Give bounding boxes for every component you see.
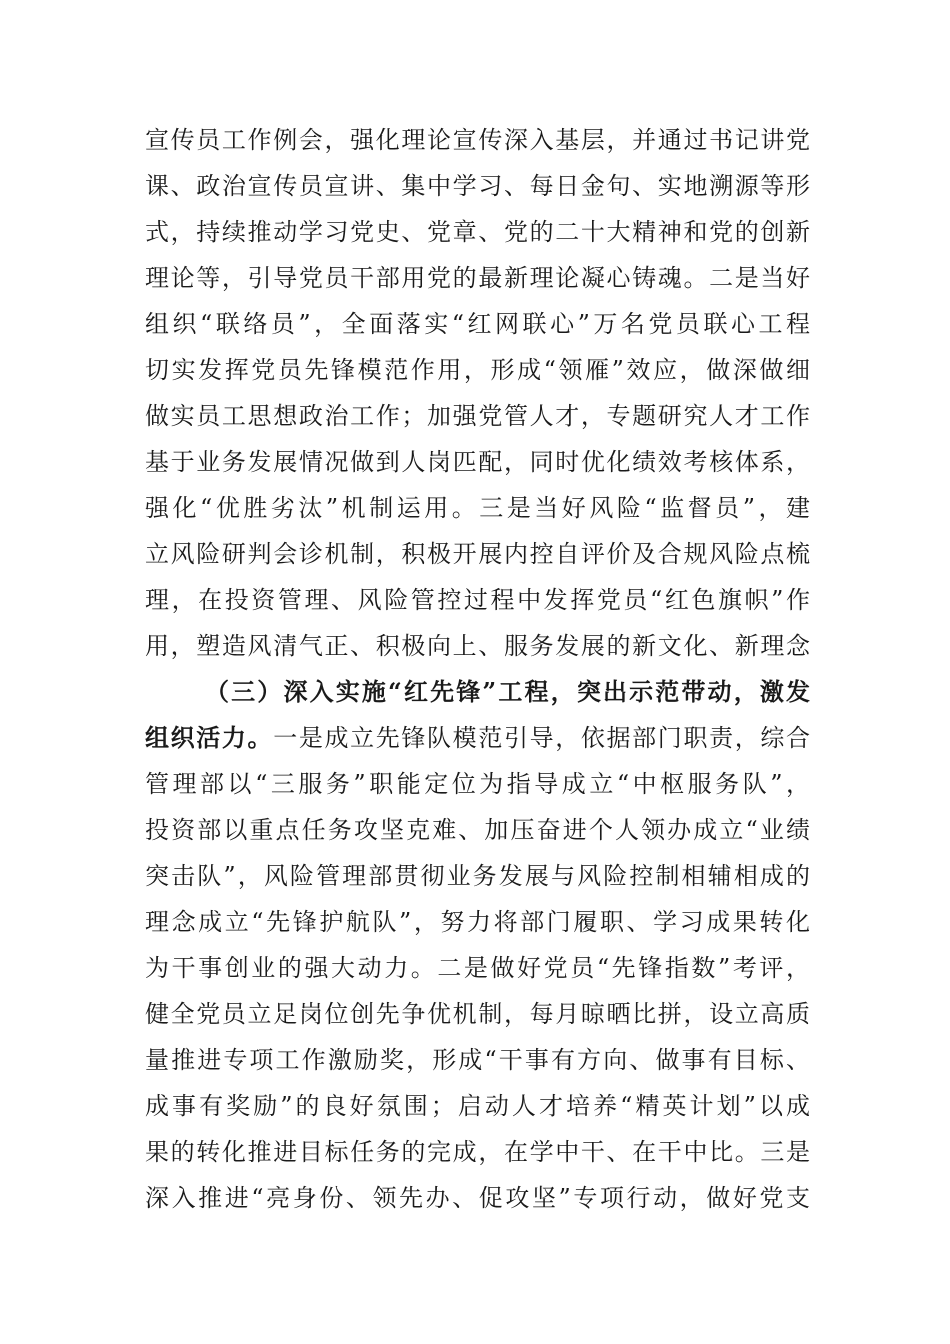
paragraph-line: 果的转化推进目标任务的完成，在学中干、在干中比。三是 xyxy=(145,1138,810,1166)
paragraph-line: 式，持续推动学习党史、党章、党的二十大精神和党的创新 xyxy=(145,218,810,246)
section-heading-line xyxy=(145,669,810,715)
paragraph-text: 一是成立先锋队模范引导，依据部门职责，综合 xyxy=(273,724,811,752)
paragraph-line: 立风险研判会诊机制，积极开展内控自评价及合规风险点梳 xyxy=(145,540,810,568)
paragraph-line: 宣传员工作例会，强化理论宣传深入基层，并通过书记讲党 xyxy=(145,126,810,154)
paragraph-line: 突击队”，风险管理部贯彻业务发展与风险控制相辅相成的 xyxy=(145,862,810,890)
paragraph-line: 理，在投资管理、风险管控过程中发挥党员“红色旗帜”作 xyxy=(145,586,810,614)
section-heading: （三）深入实施“红先锋”工程，突出示范带动，激发 xyxy=(205,677,810,706)
paragraph-line: 课、政治宣传员宣讲、集中学习、每日金句、实地溯源等形 xyxy=(145,172,810,200)
paragraph-line: 管理部以“三服务”职能定位为指导成立“中枢服务队”， xyxy=(145,770,810,798)
paragraph-line: 强化“优胜劣汰”机制运用。三是当好风险“监督员”，建 xyxy=(145,494,810,522)
body-text xyxy=(145,117,810,1221)
paragraph-line: 组织“联络员”，全面落实“红网联心”万名党员联心工程 xyxy=(145,310,810,338)
paragraph-line: 理论等，引导党员干部用党的最新理论凝心铸魂。二是当好 xyxy=(145,264,810,292)
paragraph-line: 做实员工思想政治工作；加强党管人才，专题研究人才工作 xyxy=(145,402,810,430)
section-heading-continued: 组织活力。 xyxy=(145,723,274,752)
paragraph-line: 用，塑造风清气正、积极向上、服务发展的新文化、新理念 xyxy=(145,632,810,660)
paragraph-line xyxy=(145,715,810,761)
paragraph-line: 量推进专项工作激励奖，形成“干事有方向、做事有目标、 xyxy=(145,1046,810,1074)
paragraph-line: 健全党员立足岗位创先争优机制，每月晾晒比拼，设立高质 xyxy=(145,1000,810,1028)
paragraph-line: 成事有奖励”的良好氛围；启动人才培养“精英计划”以成 xyxy=(145,1092,810,1120)
paragraph-line: 深入推进“亮身份、领先办、促攻坚”专项行动，做好党支 xyxy=(145,1184,810,1212)
paragraph-line: 为干事创业的强大动力。二是做好党员“先锋指数”考评， xyxy=(145,954,810,982)
paragraph-line: 投资部以重点任务攻坚克难、加压奋进个人领办成立“业绩 xyxy=(145,816,810,844)
paragraph-line: 切实发挥党员先锋模范作用，形成“领雁”效应，做深做细 xyxy=(145,356,810,384)
paragraph-line: 基于业务发展情况做到人岗匹配，同时优化绩效考核体系， xyxy=(145,448,810,476)
paragraph-line: 理念成立“先锋护航队”，努力将部门履职、学习成果转化 xyxy=(145,908,810,936)
